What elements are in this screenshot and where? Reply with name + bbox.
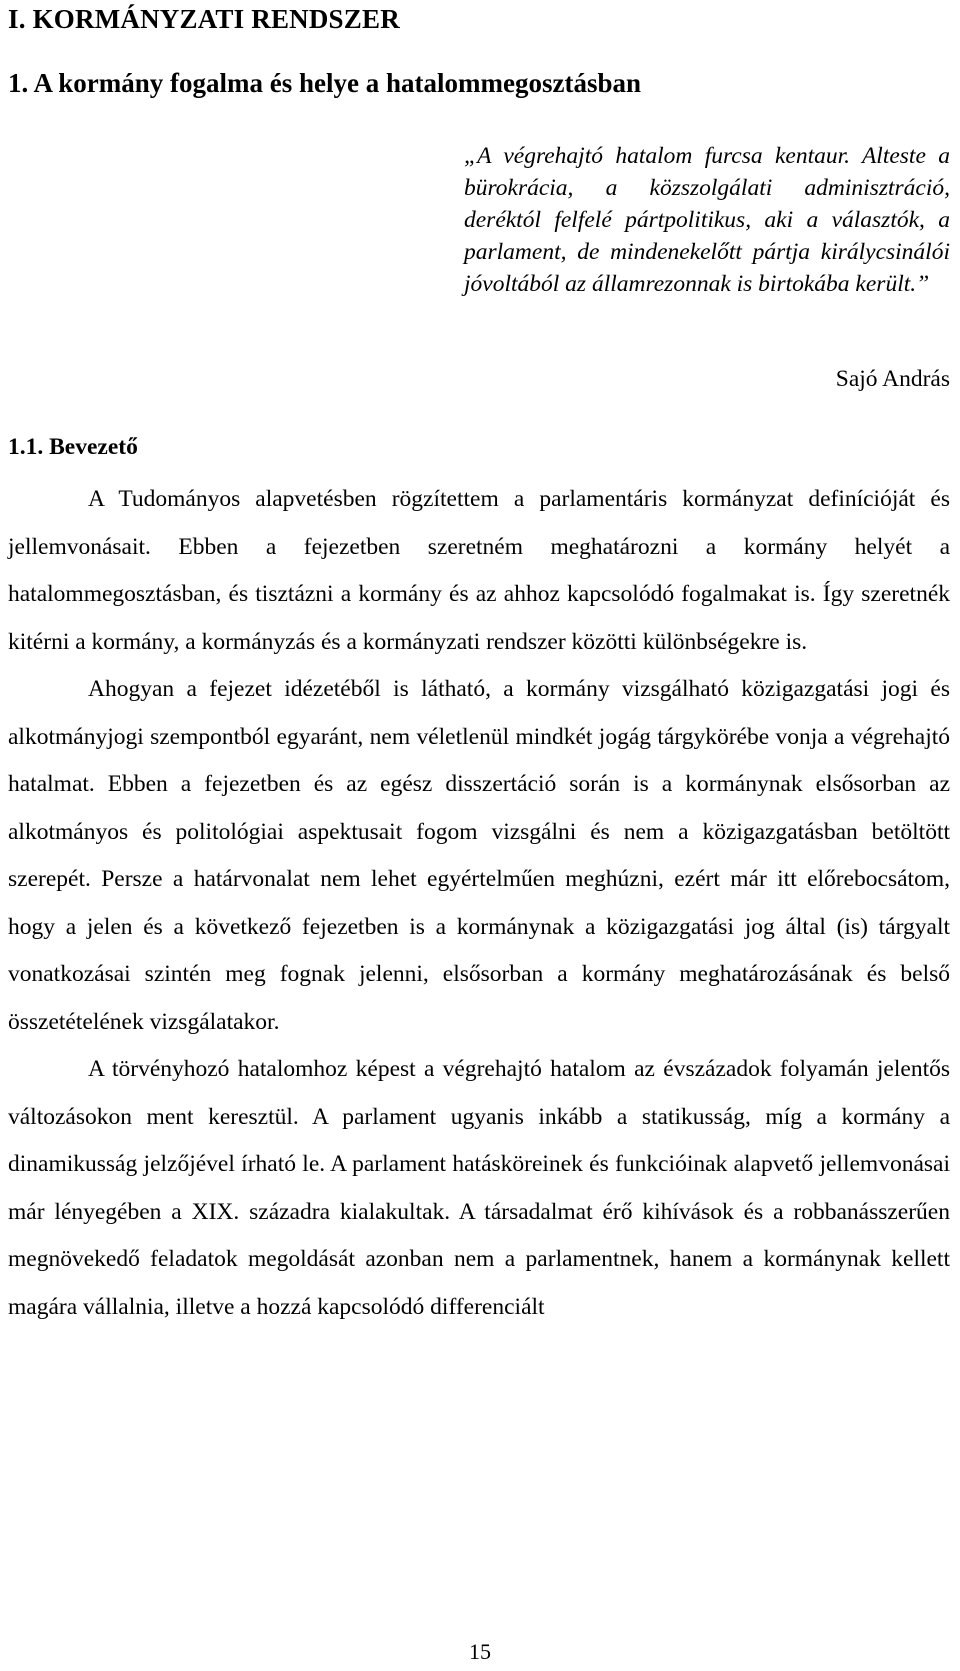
page-number: 15 <box>469 1639 491 1664</box>
paragraph: Ahogyan a fejezet idézetéből is látható, a kormány vizsgálható közigazgatási jogi és alkotmányjogi szempontból egyaránt, nem véletlenül mindkét jogág tárgykörébe vonja a végrehajtó hatalmat. Ebben a fejezetben és az egész disszertáció során is a kormánynak elsősorban az alkotmányos és politológiai aspektusait fogom vizsgálni és nem a közigazgatásban betöltött szerepét. Persze a határvonalat nem lehet egyértelműen meghúzni, ezért már itt előrebocsátom, hogy a jelen és a következő fejezetben is a kormánynak a közigazgatási jog által (is) tárgyalt vonatkozásai szintén meg fognak jelenni, elsősorban a kormány meghatározásának és belső összetételének vizsgálatakor. <box>8 676 950 1035</box>
chapter-title: I. KORMÁNYZATI RENDSZER <box>8 4 400 34</box>
body-text <box>8 476 950 1331</box>
subsection-title: 1.1. Bevezető <box>8 434 138 460</box>
epigraph-quote: „A végrehajtó hatalom furcsa kentaur. Alteste a bürokrácia, a közszolgálati adminisztráció, deréktól felfelé pártpolitikus, aki a választók, a parlament, de mindenekelőtt pártja királycsinálói jóvoltából az államrezonnak is birtokába került.” <box>464 143 950 297</box>
paragraph: A törvényhozó hatalomhoz képest a végrehajtó hatalom az évszázadok folyamán jelentős változásokon ment keresztül. A parlament ugyanis inkább a statikusság, míg a kormány a dinamikusság jelzőjével írható le. A parlament hatásköreinek és funkcióinak alapvető jellemvonásai már lényegében a XIX. századra kialakultak. A társadalmat érő kihívások és a robbanásszerűen megnövekedő feladatok megoldását azonban nem a parlamentnek, hanem a kormánynak kellett magára vállalnia, illetve a hozzá kapcsolódó differenciált <box>8 1056 950 1320</box>
paragraph: A Tudományos alapvetésben rögzítettem a parlamentáris kormányzat definícióját és jellemvonásait. Ebben a fejezetben szeretném meghatározni a kormány helyét a hatalommegosztásban, és tisztázni a kormány és az ahhoz kapcsolódó fogalmakat is. Így szeretnék kitérni a kormány, a kormányzás és a kormányzati rendszer közötti különbségekre is. <box>8 486 950 655</box>
section-title: 1. A kormány fogalma és helye a hatalommegosztásban <box>8 68 641 98</box>
document-page <box>8 0 952 1671</box>
epigraph-author: Sajó András <box>835 366 950 392</box>
